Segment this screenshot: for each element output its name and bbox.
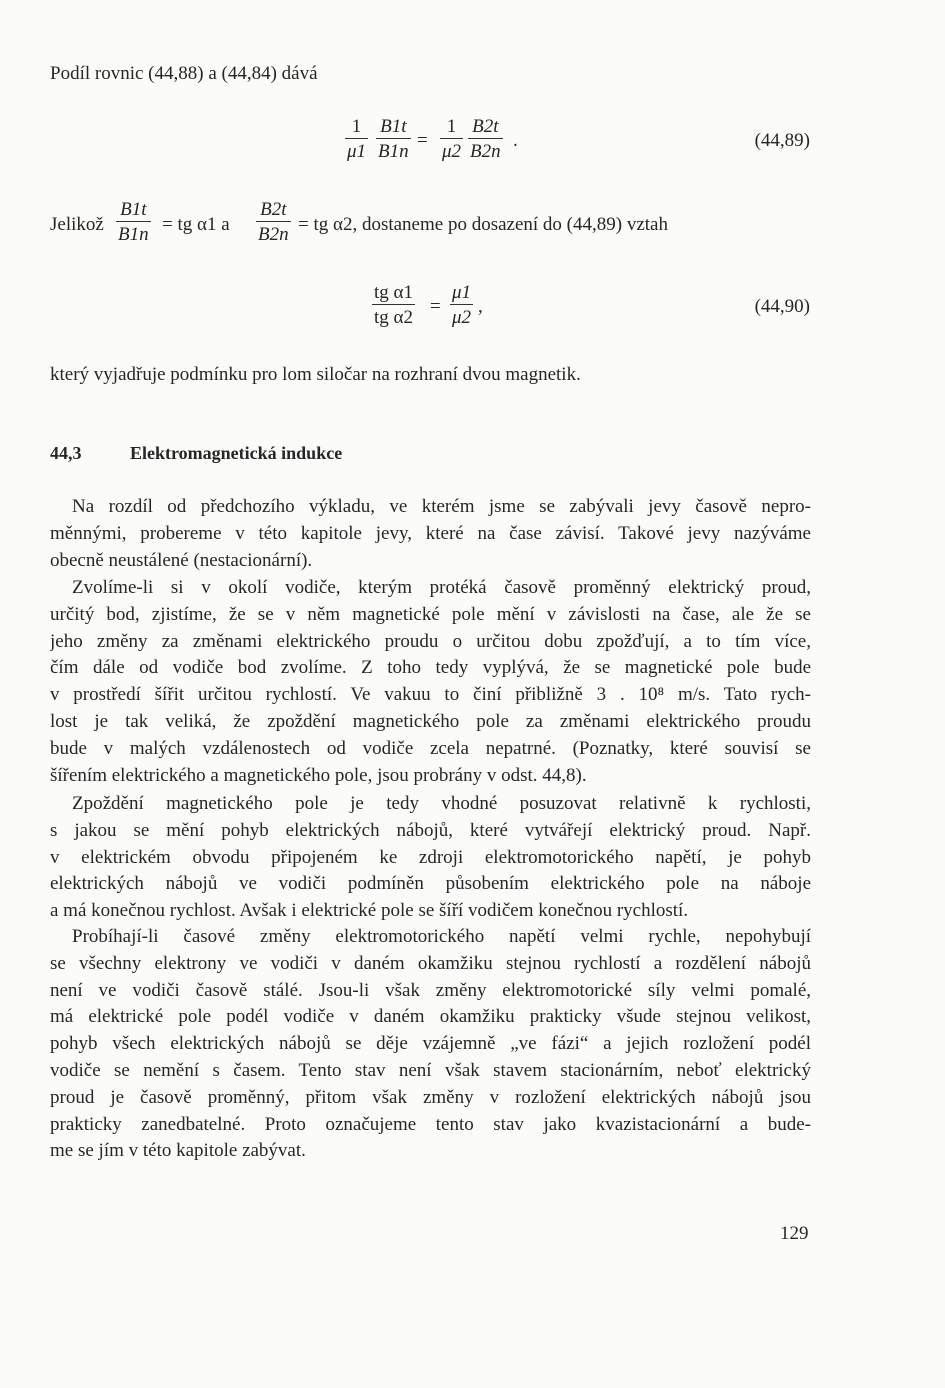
since-num-b1t: B1t xyxy=(116,200,151,222)
paragraph-last-line: obecně neustálené (nestacionární). xyxy=(50,549,313,571)
paragraph-line: měnnými, probereme v této kapitole jevy, které na čase závisí. Takové jevy nazýváme xyxy=(50,522,811,544)
since-den-b1n: B1n xyxy=(118,224,149,245)
since-frac-b2t-b2n xyxy=(256,200,291,244)
eq90-frac-mu xyxy=(450,283,473,327)
after-eq90-text: který vyjadřuje podmínku pro lom siločar na rozhraní dvou magnetik. xyxy=(50,364,581,385)
section-number: 44,3 xyxy=(50,443,82,463)
paragraph-line: určitý bod, zjistíme, že se v něm magnetické pole mění v závislosti na čase, ale že se xyxy=(50,603,811,625)
paragraph-line: elektrických nábojů ve vodiči podmíněn působením elektrického pole na náboje xyxy=(50,873,811,895)
eq89-number: (44,89) xyxy=(754,130,810,151)
eq90-number: (44,90) xyxy=(754,296,810,317)
paragraph-line: bude v malých vzdálenostech od vodiče zcela nepatrné. (Poznatky, které souvisí se xyxy=(50,737,811,759)
section-title: Elektromagnetická indukce xyxy=(130,443,343,463)
eq89-equals: = xyxy=(417,130,428,151)
eq89-frac-b1t-over-b1n xyxy=(376,117,411,161)
paragraph-line: s jakou se mění pohyb elektrických nábojů, které vytvářejí elektrický proud. Např. xyxy=(50,819,811,841)
intro-text: Podíl rovnic (44,88) a (44,84) dává xyxy=(50,63,318,84)
paragraph-line: má elektrické pole podél vodiče v daném okamžiku prakticky všude stejnou velikost, xyxy=(50,1006,811,1028)
eq90-den-mu2: μ2 xyxy=(452,307,472,328)
eq89-frac-1-over-mu1 xyxy=(345,117,368,161)
paragraph-line: proud je časově proměnný, přitom však změny v rozložení elektrických nábojů jsou xyxy=(50,1086,811,1108)
eq89-den-b1n: B1n xyxy=(378,141,409,162)
paragraph-line: Na rozdíl od předchozího výkladu, ve kterém jsme se zabývali jevy časově nepro- xyxy=(72,496,811,517)
eq89-den-mu1: μ1 xyxy=(347,141,367,162)
eq89-frac-1-over-mu2 xyxy=(440,117,463,161)
eq89-frac-b2t-over-b2n xyxy=(468,117,503,161)
paragraph-line: v elektrickém obvodu připojeném ke zdroji elektromotorického napětí, je pohyb xyxy=(50,846,811,868)
paragraph-line: Zpoždění magnetického pole je tedy vhodné posuzovat relativně k rychlosti, xyxy=(72,793,811,814)
eq90-frac-tg xyxy=(372,283,415,327)
eq89-den-mu2: μ2 xyxy=(442,141,462,162)
paragraph-line: čím dále od vodiče bod zvolíme. Z toho tedy vyplývá, že se magnetické pole bude xyxy=(50,657,811,679)
eq90-equals: = xyxy=(430,296,441,317)
eq89-num-1: 1 xyxy=(345,117,368,139)
paragraph-line: není ve vodiči časově stálé. Jsou-li však změny elektromotorické síly velmi pomalé, xyxy=(50,979,811,1001)
eq89-num-b2t: B2t xyxy=(468,117,503,139)
since-den-b2n: B2n xyxy=(258,224,289,245)
paragraph-line: jeho změny za změnami elektrického proudu o určitou dobu zpožďují, a to tím více, xyxy=(50,630,811,652)
paragraph-line: prakticky zanedbatelné. Proto označujeme tento stav jako kvazistacionární a bude- xyxy=(50,1113,811,1135)
paragraph-line: vodiče se nemění s časem. Tento stav není však stavem stacionárním, neboť elektrický xyxy=(50,1060,811,1081)
paragraph-line: lost je tak veliká, že zpoždění magnetického pole za změnami elektrického proudu xyxy=(50,711,811,732)
eq90-comma: , xyxy=(478,296,483,317)
since-word: Jelikož xyxy=(50,214,104,235)
paragraph-line: Zvolíme-li si v okolí vodiče, kterým protéká časově proměnný elektrický proud, xyxy=(72,577,811,598)
paragraph-last-line: a má konečnou rychlost. Avšak i elektrické pole se šíří vodičem konečnou rychlostí. xyxy=(50,900,689,922)
eq89-num-b1t: B1t xyxy=(376,117,411,139)
paragraph-line: pohyb všech elektrických nábojů se děje vzájemně „ve fázi“ a jejich rozložení podél xyxy=(50,1033,811,1055)
since-rest: = tg α2, dostaneme po dosazení do (44,89) vztah xyxy=(298,214,668,235)
eq90-num-mu1: μ1 xyxy=(452,282,472,303)
since-num-b2t: B2t xyxy=(256,200,291,222)
paragraph-line: v prostředí šířit určitou rychlostí. Ve vakuu to činí přibližně 3 . 10⁸ m/s. Tato rych- xyxy=(50,684,811,706)
eq89-dot: . xyxy=(513,130,518,151)
page-number: 129 xyxy=(780,1223,809,1244)
paragraph-line: Probíhají-li časové změny elektromotorického napětí velmi rychle, nepohybují xyxy=(72,926,811,947)
since-tg-alpha1: = tg α1 a xyxy=(162,214,230,235)
since-frac-b1t-b1n xyxy=(116,200,151,244)
paragraph-last-line: me se jím v této kapitole zabývat. xyxy=(50,1140,306,1162)
paragraph-last-line: šířením elektrického a magnetického pole, jsou probrány v odst. 44,8). xyxy=(50,764,587,786)
eq89-den-b2n: B2n xyxy=(470,141,501,162)
eq89-num-1b: 1 xyxy=(440,117,463,139)
paragraph-line: se všechny elektrony ve vodiči v daném okamžiku stejnou rychlostí a rozdělení nábojů xyxy=(50,952,811,974)
eq90-den-tg-alpha2: tg α2 xyxy=(374,307,413,328)
eq90-num-tg-alpha1: tg α1 xyxy=(374,282,413,303)
